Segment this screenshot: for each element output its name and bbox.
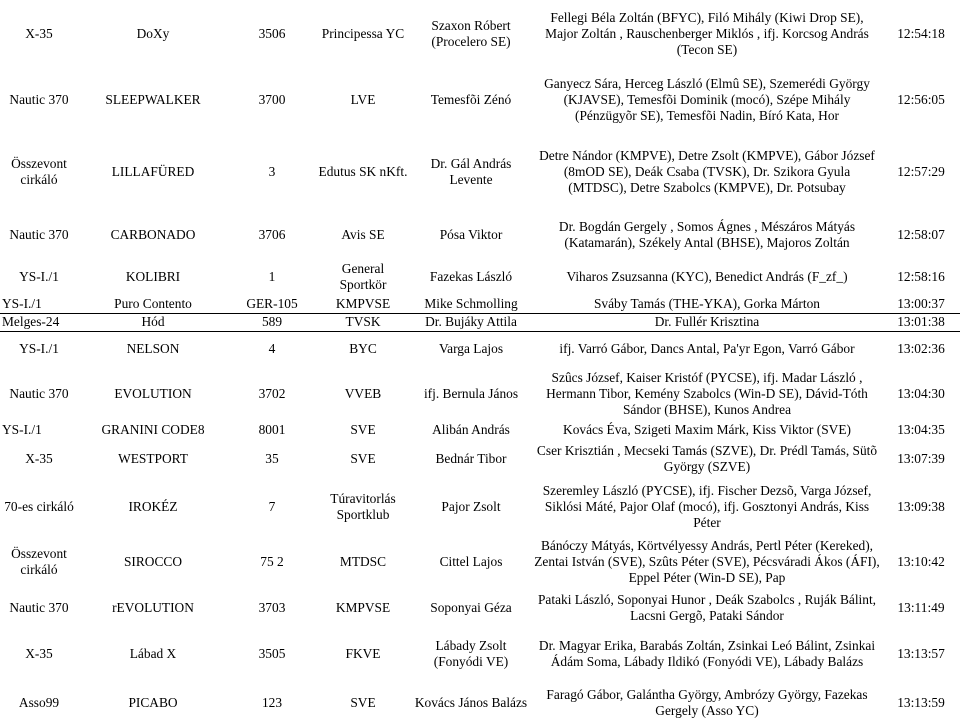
boat-class-cell: YS-I./1 (2, 422, 42, 437)
sail-number-cell: GER-105 (228, 295, 316, 313)
skipper-cell: Alibán András (432, 422, 510, 437)
table-row (0, 258, 960, 295)
boat-name-cell: LILLAFÜRED (111, 164, 195, 179)
crew-cell: Faragó Gábor, Galántha György, Ambrózy György, Fazekas Gergely (Asso YC) (546, 687, 868, 718)
crew-cell: Pataki László, Soponyai Hunor , Deák Szabolcs , Ruják Bálint, Lacsni Gergõ, Pataki Sándor (537, 592, 877, 623)
skipper-cell: Pajor Zsolt (441, 499, 501, 514)
finish-time-cell: 13:04:30 (897, 386, 945, 401)
finish-time-cell: 13:07:39 (897, 451, 945, 466)
boat-name-cell: Lábad X (129, 645, 177, 661)
crew-cell: Bánóczy Mátyás, Körtvélyessy András, Pertl Péter (Kereked), Zentai István (SVE), Szûts Péter (SVE), Pécsváradi Ákos (ÁFI), Eppel Péter (Win-D SE), Pap (534, 538, 880, 585)
club-cell: General Sportkör (339, 260, 387, 292)
crew-cell: ifj. Varró Gábor, Dancs Antal, Pa'yr Egon, Varró Gábor (559, 341, 855, 357)
sail-number-cell: 75 2 (260, 554, 284, 569)
boat-name-cell: SLEEPWALKER (105, 92, 201, 107)
sail-number-cell: 35 (265, 451, 279, 466)
club-cell: BYC (349, 341, 377, 357)
finish-time-cell: 12:54:18 (897, 26, 945, 41)
sail-number-cell: 3703 (258, 600, 286, 615)
boat-name-cell: IROKÉZ (128, 499, 178, 514)
finish-time-cell: 13:13:59 (897, 695, 945, 710)
boat-class-cell: Összevont cirkáló (11, 156, 67, 187)
boat-class-cell: Összevont cirkáló (11, 546, 67, 577)
finish-time-cell: 12:57:29 (897, 164, 945, 179)
skipper-cell: Temesfõi Zénó (430, 92, 512, 107)
crew-cell: Dr. Magyar Erika, Barabás Zoltán, Zsinkai Leó Bálint, Zsinkai Ádám Soma, Lábady Ildikó (Fonyódi VE), Lábady Balázs (538, 637, 876, 669)
club-cell: Túravitorlás Sportklub (330, 491, 396, 522)
sail-number-cell: 3 (268, 164, 276, 179)
crew-cell: Detre Nándor (KMPVE), Detre Zsolt (KMPVE), Gábor József (8mOD SE), Deák Csaba (TVSK), Dr. Szikora Gyula (MTDSC), Detre Szabolcs (KMPVE), Dr. Potsubay (539, 148, 875, 195)
club-cell: FKVE (345, 645, 381, 661)
club-cell: MTDSC (339, 554, 387, 569)
finish-time-cell: 12:58:16 (897, 268, 945, 284)
club-cell: SVE (350, 695, 376, 710)
club-cell: Edutus SK nKft. (318, 164, 408, 179)
club-cell: Avis SE (341, 227, 385, 242)
crew-cell: Dr. Fullér Krisztina (532, 313, 882, 331)
sail-number-cell: 7 (268, 499, 276, 514)
sail-number-cell: 123 (261, 695, 283, 710)
table-row (0, 479, 960, 535)
sail-number-cell: 3700 (258, 92, 286, 107)
table-row (0, 132, 960, 212)
skipper-cell: Cittel Lajos (439, 554, 503, 569)
boat-name-cell: rEVOLUTION (112, 600, 194, 615)
finish-time-cell: 13:09:38 (897, 499, 945, 514)
table-row (0, 627, 960, 680)
skipper-cell: Soponyai Géza (430, 600, 512, 615)
finish-time-cell: 13:11:49 (897, 600, 945, 615)
skipper-cell: ifj. Bernula János (423, 386, 519, 401)
boat-name-cell: CARBONADO (110, 227, 196, 242)
boat-name-cell: EVOLUTION (114, 386, 192, 401)
boat-name-cell: GRANINI CODE8 (101, 422, 205, 437)
club-cell: VVEB (344, 386, 382, 401)
finish-time-cell: 13:02:36 (897, 341, 945, 357)
crew-cell: Fellegi Béla Zoltán (BFYC), Filó Mihály (Kiwi Drop SE), Major Zoltán , Rauschenberger Miklós , ifj. Korcsog András (Tecon SE) (545, 10, 869, 57)
finish-time-cell: 12:56:05 (897, 92, 945, 107)
skipper-cell: Pósa Viktor (439, 227, 503, 242)
finish-time-cell: 13:00:37 (882, 295, 960, 313)
table-row (0, 680, 960, 726)
boat-class-cell: X-35 (25, 645, 53, 661)
boat-class-cell: X-35 (25, 26, 53, 41)
finish-time-cell: 13:10:42 (897, 554, 945, 569)
crew-cell: Szûcs József, Kaiser Kristóf (PYCSE), ifj. Madar László , Hermann Tibor, Kemény Szabolcs (Win-D SE), Dávid-Tóth Sándor (BHSE), Kunos Andrea (546, 370, 868, 417)
crew-cell: Cser Krisztián , Mecseki Tamás (SZVE), Dr. Prédl Tamás, Sütõ György (SZVE) (536, 443, 878, 474)
sail-number-cell: 589 (228, 313, 316, 331)
skipper-cell: Szaxon Róbert (Procelero SE) (431, 18, 511, 49)
skipper-cell: Mike Schmolling (410, 295, 532, 313)
boat-name-cell: PICABO (128, 695, 178, 710)
sail-number-cell: 4 (268, 341, 276, 357)
boat-name-cell: Hód (78, 313, 228, 331)
sail-number-cell: 3506 (258, 26, 286, 41)
boat-class-cell: YS-I./1 (19, 268, 59, 284)
crew-cell: Viharos Zsuzsanna (KYC), Benedict András (F_zf_) (566, 268, 848, 284)
table-row (0, 313, 960, 331)
sail-number-cell: 3702 (258, 386, 286, 401)
table-row (0, 367, 960, 421)
boat-class-cell: Nautic 370 (9, 92, 69, 107)
boat-name-cell: WESTPORT (118, 451, 188, 466)
sail-number-cell: 8001 (258, 422, 286, 437)
boat-class-cell: Nautic 370 (9, 386, 69, 401)
boat-name-cell: Puro Contento (78, 295, 228, 313)
boat-class-cell: Melges-24 (0, 313, 78, 331)
club-cell: SVE (350, 422, 376, 437)
skipper-cell: Dr. Gál András Levente (430, 156, 512, 187)
boat-class-cell: 70-es cirkáló (4, 499, 74, 514)
crew-cell: Ganyecz Sára, Herceg László (Elmû SE), Szemerédi György (KJAVSE), Temesfõi Dominik (mocó), Szépe Mihály (Pénzügyõr SE), Temesfõi Nadin, Bíró Kata, Hor (544, 76, 870, 123)
boat-class-cell: X-35 (25, 451, 53, 466)
boat-class-cell: Nautic 370 (9, 600, 69, 615)
skipper-cell: Fazekas László (429, 268, 513, 284)
club-cell: TVSK (316, 313, 410, 331)
crew-cell: Szeremley László (PYCSE), ifj. Fischer Dezsõ, Varga József, Siklósi Máté, Pajor Olaf (mocó), ifj. Gosztonyi András, Kiss Péter (542, 483, 872, 530)
club-cell: KMPVSE (335, 600, 391, 615)
sail-number-cell: 3505 (258, 645, 286, 661)
club-cell: SVE (350, 451, 376, 466)
table-row (0, 421, 960, 439)
crew-cell: Kovács Éva, Szigeti Maxim Márk, Kiss Viktor (SVE) (563, 422, 851, 437)
sail-number-cell: 1 (268, 268, 276, 284)
boat-class-cell: Asso99 (18, 695, 60, 710)
table-row (0, 295, 960, 313)
table-row (0, 589, 960, 627)
crew-cell: Sváby Tamás (THE-YKA), Gorka Márton (532, 295, 882, 313)
boat-name-cell: DoXy (136, 26, 170, 41)
boat-class-cell: YS-I./1 (19, 341, 59, 357)
club-cell: LVE (350, 92, 376, 107)
table-row (0, 439, 960, 479)
club-cell: Principessa YC (321, 26, 405, 41)
finish-time-cell: 13:01:38 (882, 313, 960, 331)
club-cell: KMPVSE (316, 295, 410, 313)
finish-time-cell: 13:13:57 (897, 645, 945, 661)
skipper-cell: Dr. Bujáky Attila (410, 313, 532, 331)
boat-name-cell: SIROCCO (123, 554, 183, 569)
boat-class-cell: YS-I./1 (0, 295, 78, 313)
boat-class-cell: Nautic 370 (9, 227, 69, 242)
boat-name-cell: KOLIBRI (125, 268, 181, 284)
sail-number-cell: 3706 (258, 227, 286, 242)
table-row (0, 331, 960, 367)
table-row (0, 212, 960, 258)
table-row (0, 68, 960, 132)
skipper-cell: Lábady Zsolt (Fonyódi VE) (433, 637, 509, 669)
finish-time-cell: 13:04:35 (897, 422, 945, 437)
skipper-cell: Kovács János Balázs (414, 695, 528, 710)
table-row (0, 0, 960, 68)
table-row (0, 535, 960, 589)
boat-name-cell: NELSON (126, 341, 180, 357)
skipper-cell: Varga Lajos (438, 341, 504, 357)
crew-cell: Dr. Bogdán Gergely , Somos Ágnes , Mészáros Mátyás (Katamarán), Székely Antal (BHSE), Majoros Zoltán (558, 219, 856, 250)
skipper-cell: Bednár Tibor (435, 451, 507, 466)
finish-time-cell: 12:58:07 (897, 227, 945, 242)
